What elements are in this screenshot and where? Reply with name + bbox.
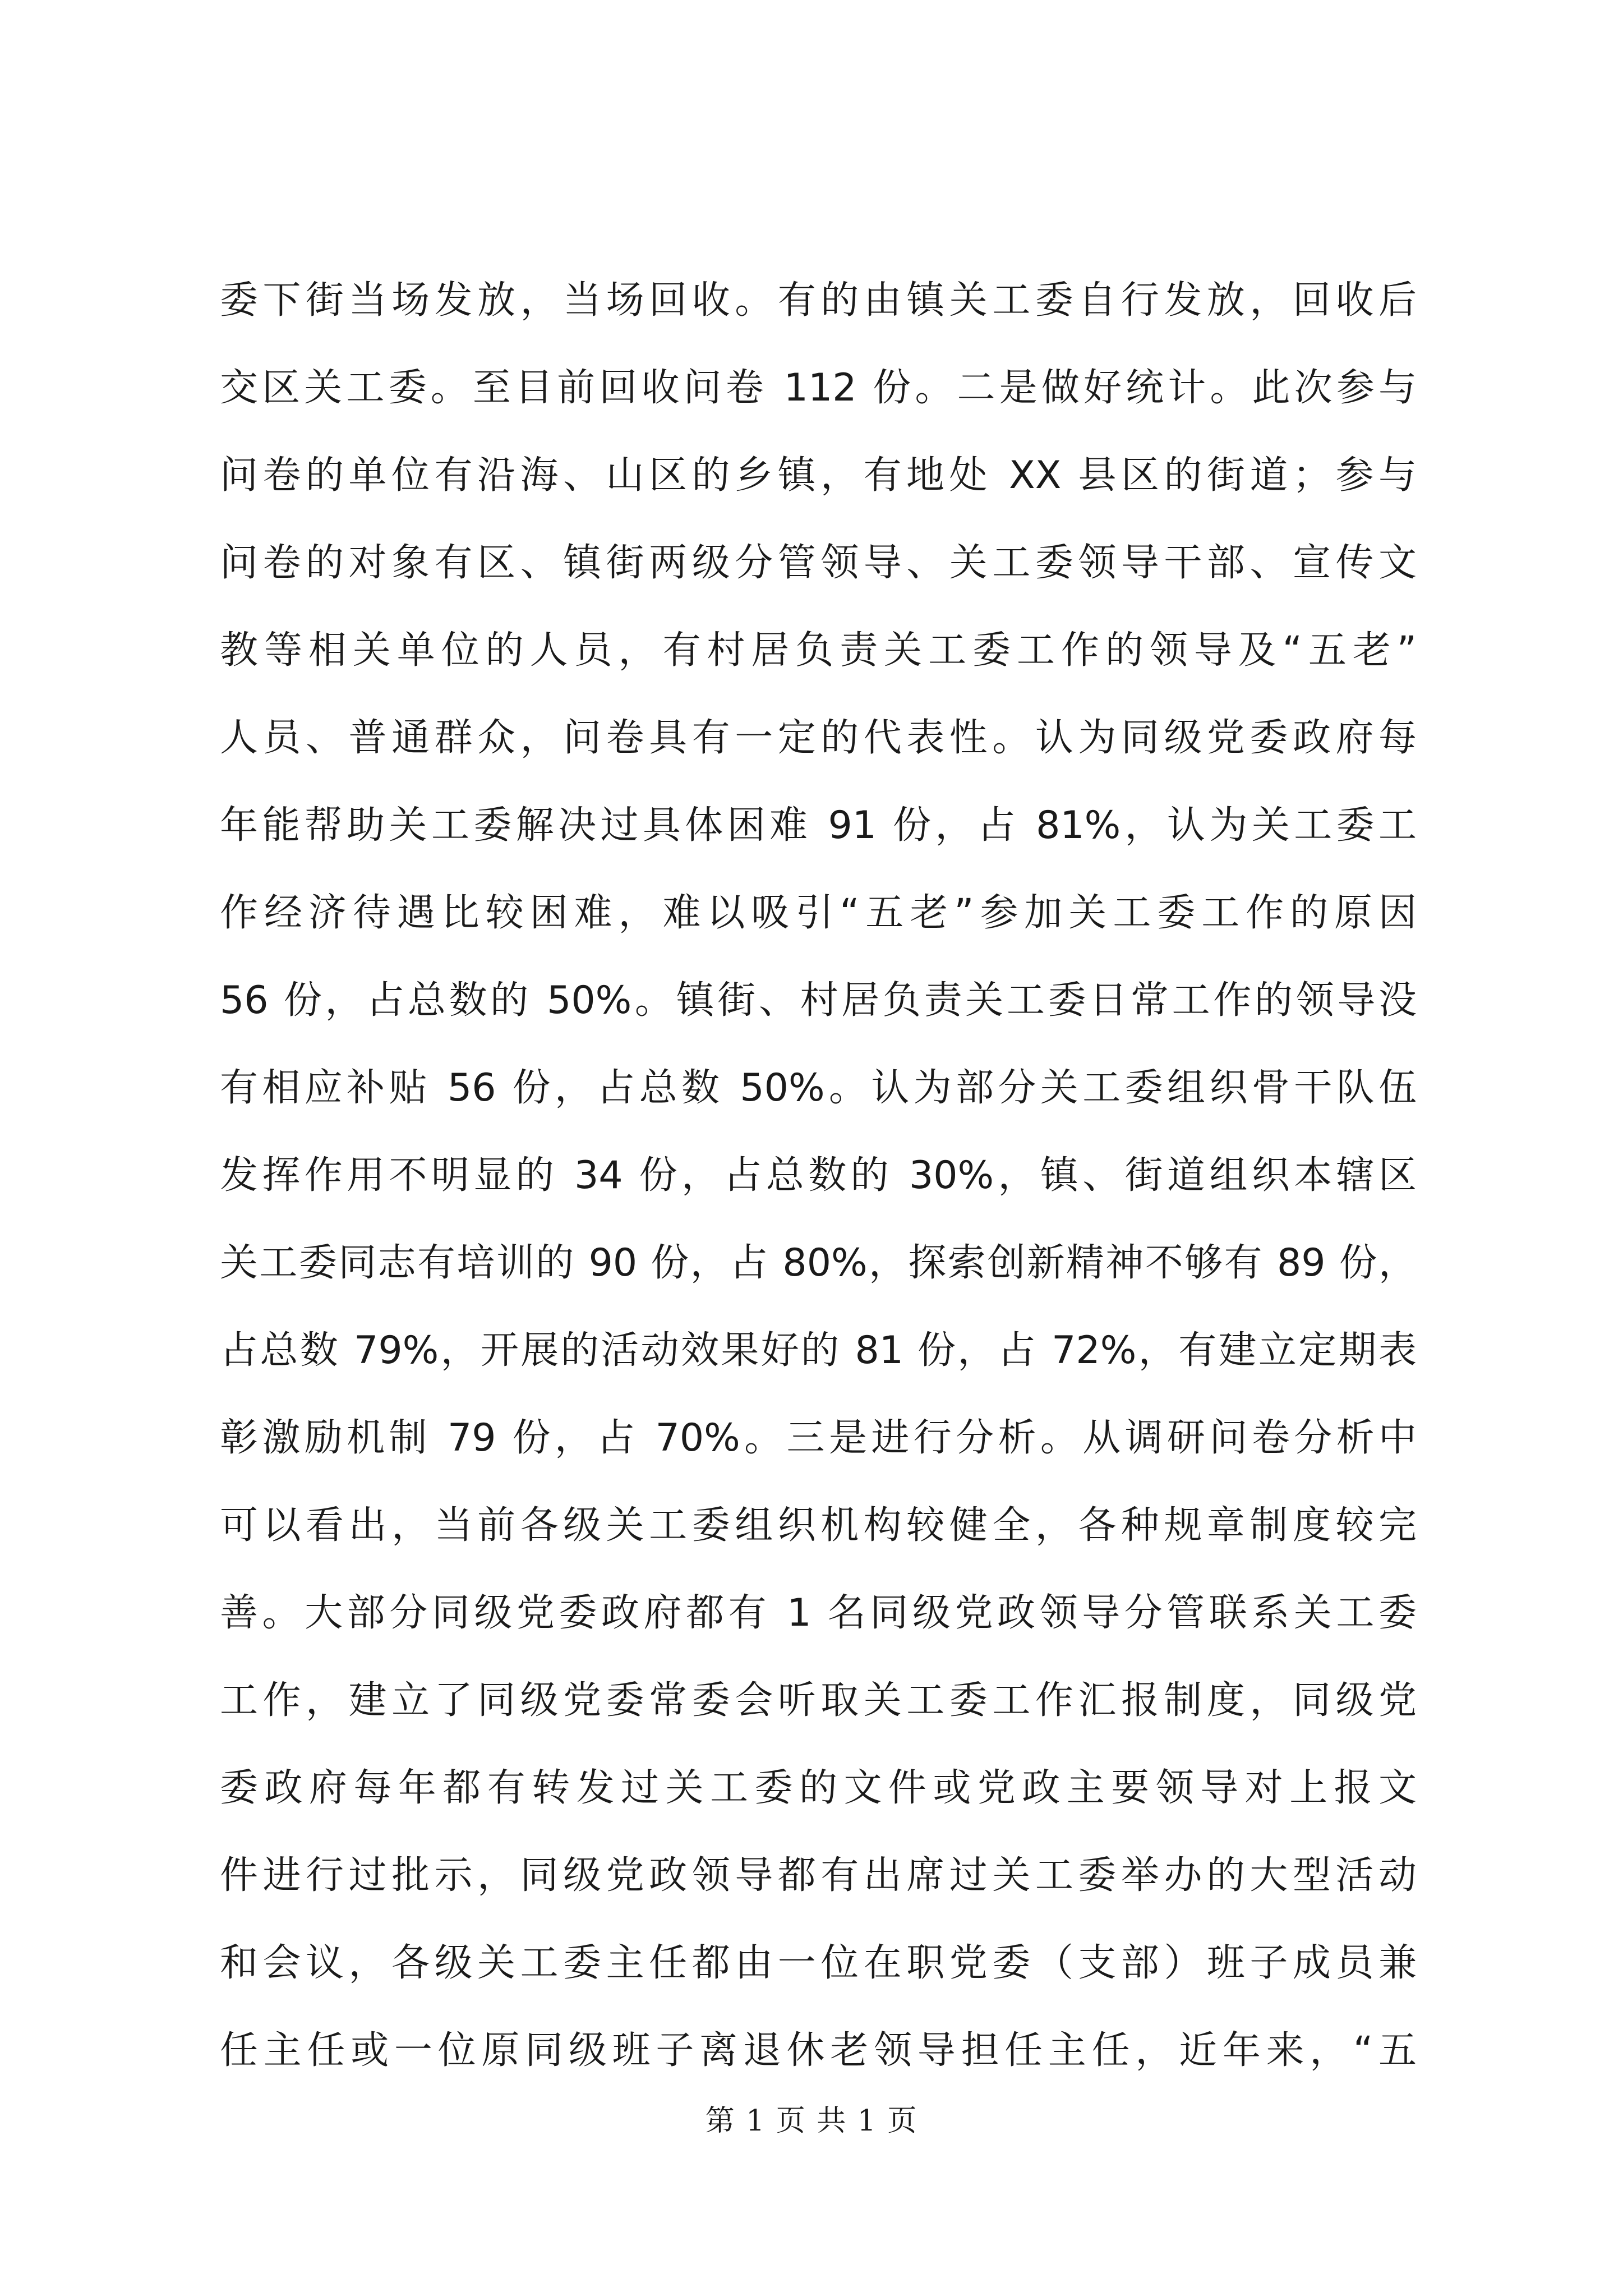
text-line: 年能帮助关工委解决过具体困难 91 份，占 81%，认为关工委工 [220,803,1417,848]
text-line: 任主任或一位原同级班子离退休老领导担任主任，近年来，“五 [220,2028,1417,2073]
text-line: 件进行过批示，同级党政领导都有出席过关工委举办的大型活动 [220,1853,1417,1898]
text-line: 问卷的单位有沿海、山区的乡镇，有地处 XX 县区的街道；参与 [220,453,1417,498]
text-line: 有相应补贴 56 份，占总数 50%。认为部分关工委组织骨干队伍 [220,1066,1417,1110]
text-line: 人员、普通群众，问卷具有一定的代表性。认为同级党委政府每 [220,716,1417,760]
page-number-label: 第 1 页 共 1 页 [705,2104,918,2138]
text-line: 发挥作用不明显的 34 份，占总数的 30%，镇、街道组织本辖区 [220,1153,1417,1198]
text-line: 关工委同志有培训的 90 份，占 80%，探索创新精神不够有 89 份， [220,1241,1417,1285]
page-footer [0,2097,1623,2139]
text-line: 可以看出，当前各级关工委组织机构较健全，各种规章制度较完 [220,1503,1417,1548]
text-line: 教等相关单位的人员，有村居负责关工委工作的领导及“五老” [220,628,1417,673]
text-line: 交区关工委。至目前回收问卷 112 份。二是做好统计。此次参与 [220,366,1417,410]
text-line: 工作，建立了同级党委常委会听取关工委工作汇报制度，同级党 [220,1678,1417,1723]
text-line: 委政府每年都有转发过关工委的文件或党政主要领导对上报文 [220,1766,1417,1810]
text-line: 和会议，各级关工委主任都由一位在职党委（支部）班子成员兼 [220,1941,1417,1985]
text-line: 问卷的对象有区、镇街两级分管领导、关工委领导干部、宣传文 [220,541,1417,585]
text-line: 56 份，占总数的 50%。镇街、村居负责关工委日常工作的领导没 [220,978,1417,1023]
text-line: 委下街当场发放，当场回收。有的由镇关工委自行发放，回收后 [220,278,1417,323]
text-line: 彰激励机制 79 份，占 70%。三是进行分析。从调研问卷分析中 [220,1416,1417,1460]
body-text [220,257,1417,2095]
text-line: 作经济待遇比较困难，难以吸引“五老”参加关工委工作的原因 [220,891,1417,935]
text-line: 善。大部分同级党委政府都有 1 名同级党政领导分管联系关工委 [220,1591,1417,1635]
text-line: 占总数 79%，开展的活动效果好的 81 份，占 72%，有建立定期表 [220,1328,1417,1373]
